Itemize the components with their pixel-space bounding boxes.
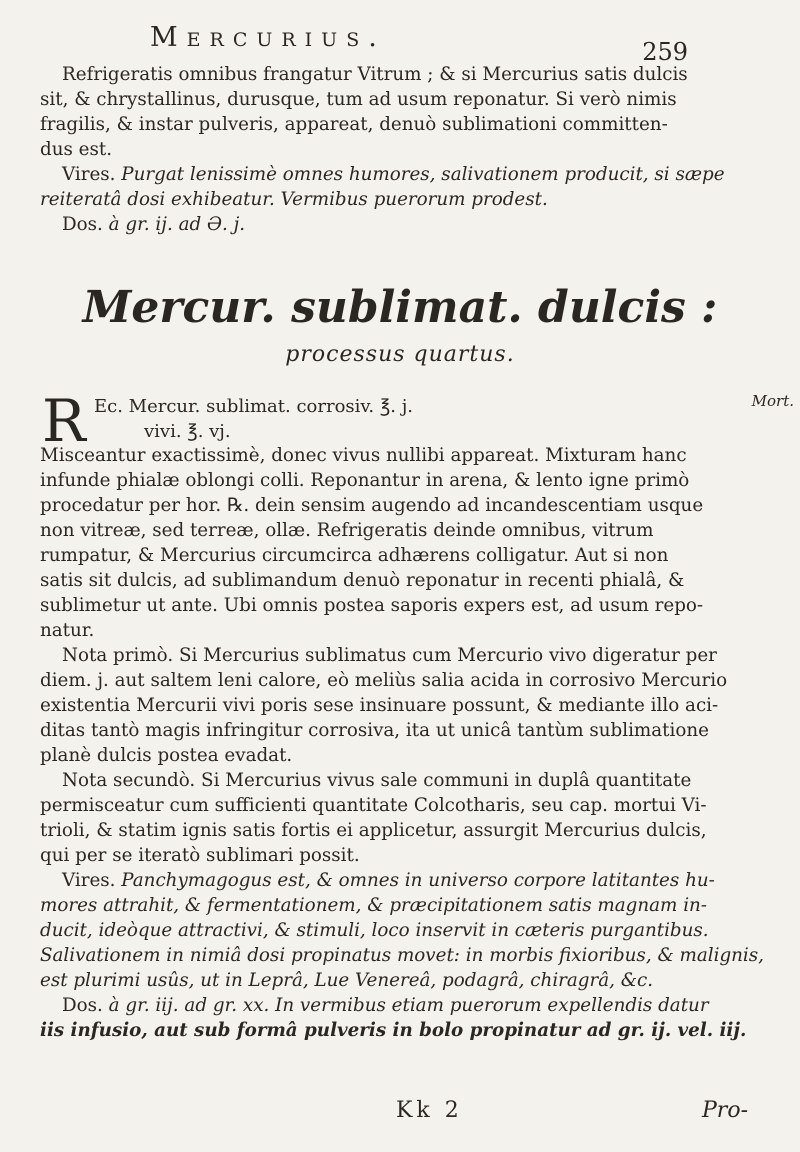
text-line: Misceantur exactissimè, donec vivus nullibi appareat. Mixturam hanc: [40, 445, 687, 466]
vires-label: Vires.: [62, 164, 116, 185]
drop-cap: R: [42, 387, 86, 455]
process-paragraph: [40, 443, 752, 643]
text-line: infunde phialæ oblongi colli. Reponantur in arena, & lento igne primò: [40, 470, 690, 491]
dose-line: [40, 212, 752, 237]
text-line: Nota primò. Si Mercurius sublimatus cum Mercurio vivo digeratur per: [62, 645, 717, 666]
vires-text: mores attrahit, & fermentationem, & præcipitationem satis magnam in-: [40, 895, 707, 916]
vires-text: reiteratâ dosi exhibeatur. Vermibus puerorum prodest.: [40, 189, 548, 210]
text-line: Refrigeratis omnibus frangatur Vitrum ; & si Mercurius satis dulcis: [62, 64, 688, 85]
signature-mark: Kk 2: [396, 1098, 463, 1123]
text-line: Nota secundò. Si Mercurius vivus sale communi in duplâ quantitate: [62, 770, 692, 791]
dose-text: iis infusio, aut sub formâ pulveris in bolo propinatur ad gr. ij. vel. iij.: [40, 1020, 747, 1041]
text-line: rumpatur, & Mercurius circumcirca adhærens colligatur. Aut si non: [40, 545, 669, 566]
vires-paragraph-2: [40, 868, 764, 1043]
top-paragraph: [40, 62, 752, 162]
text-line: planè dulcis postea evadat.: [40, 745, 293, 766]
dose-line: [40, 993, 752, 1018]
text-line: permisceatur cum sufficienti quantitate Colcotharis, seu cap. mortui Vi-: [40, 795, 707, 816]
dose-text: à gr. iij. ad gr. xx. In vermibus etiam puerorum expellendis datur: [108, 995, 709, 1016]
text-line: natur.: [40, 620, 95, 641]
vires-text: ducit, ideòque attractivi, & stimuli, loco inservit in cæteris purgantibus.: [40, 920, 709, 941]
text-line: procedatur per hor. ℞. dein sensim augendo ad incandescentiam usque: [40, 495, 704, 516]
recipe: [94, 394, 413, 444]
text-line: ditas tantò magis infringitur corrosiva, ita ut unicâ tantùm sublimatione: [40, 720, 709, 741]
vires-line: [40, 868, 752, 893]
nota-primo-paragraph: [40, 643, 752, 768]
vires-text: Panchymagogus est, & omnes in universo corpore latitantes hu-: [121, 870, 715, 891]
vires-label: Vires.: [62, 870, 116, 891]
text-line: existentia Mercurii vivi poris sese insinuare possunt, & mediante illo aci-: [40, 695, 719, 716]
text-line: diem. j. aut saltem leni calore, eò meliùs salia acida in corrosivo Mercurio: [40, 670, 728, 691]
dose-text: à gr. ij. ad Ə. j.: [108, 214, 246, 235]
section-subheading: processus quartus.: [285, 342, 515, 367]
vires-paragraph-1: [40, 162, 752, 237]
recipe-line: Ec. Mercur. sublimat. corrosiv. ℥. j.: [94, 396, 414, 417]
text-line: qui per se iteratò sublimari possit.: [40, 845, 360, 866]
dose-label: Dos.: [62, 214, 103, 235]
text-line: satis sit dulcis, ad sublimandum denuò reponatur in recenti phialâ, &: [40, 570, 685, 591]
text-line: sublimetur ut ante. Ubi omnis postea saporis expers est, ad usum repo-: [40, 595, 704, 616]
vires-line: [40, 162, 752, 187]
margin-note: Mort.: [751, 392, 794, 410]
dose-label: Dos.: [62, 995, 103, 1016]
catchword: Pro-: [702, 1098, 748, 1123]
section-heading: Mercur. sublimat. dulcis :: [82, 282, 718, 333]
text-line: trioli, & statim ignis satis fortis ei applicetur, assurgit Mercurius dulcis,: [40, 820, 707, 841]
running-head: Mercurius.: [150, 22, 386, 53]
text-line: sit, & chrystallinus, durusque, tum ad usum reponatur. Si verò nimis: [40, 89, 677, 110]
nota-secundo-paragraph: [40, 768, 752, 868]
text-line: non vitreæ, sed terreæ, ollæ. Refrigeratis deinde omnibus, vitrum: [40, 520, 654, 541]
vires-text: Purgat lenissimè omnes humores, salivationem producit, si sæpe: [121, 164, 725, 185]
vires-text: est plurimi usûs, ut in Leprâ, Lue Venereâ, podagrâ, chiragrâ, &c.: [40, 970, 654, 991]
text-line: fragilis, & instar pulveris, appareat, denuò sublimationi committen-: [40, 114, 668, 135]
vires-text: Salivationem in nimiâ dosi propinatus movet: in morbis fixioribus, & malignis,: [40, 945, 764, 966]
recipe-line: vivi. ℥. vj.: [144, 421, 231, 442]
page-number: 259: [642, 38, 688, 66]
text-line: dus est.: [40, 139, 113, 160]
